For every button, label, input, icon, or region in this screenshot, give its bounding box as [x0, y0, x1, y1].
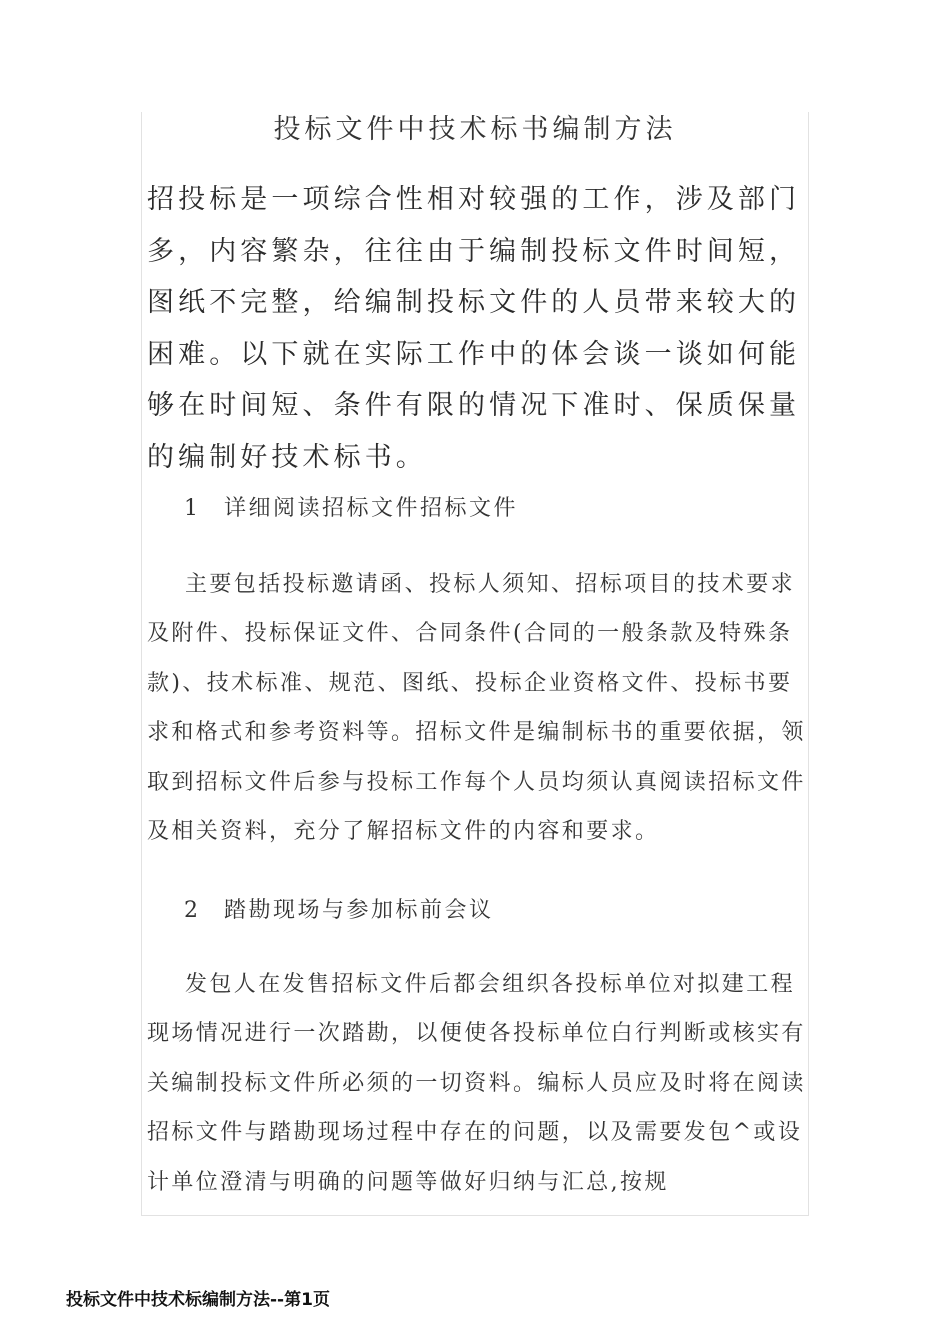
document-title: 投标文件中技术标书编制方法	[273, 114, 677, 145]
intro-paragraph: 招投标是一项综合性相对较强的工作，涉及部门多，内容繁杂，往往由于编制投标文件时间短，图纸不完整，给编制投标文件的人员带来较大的困难。以下就在实际工作中的体会谈一谈如何能够在时间短、条件有限的情况下准时、保质保量的编制好技术标书。	[147, 184, 801, 473]
section-heading-2	[184, 896, 784, 926]
section-number-1: 1	[184, 496, 201, 521]
section-body-1: 主要包括投标邀请函、投标人须知、招标项目的技术要求及附件、投标保证文件、合同条件(合同的一般条款及特殊条款)、技术标准、规范、图纸、投标企业资格文件、投标书要求和格式和参考资料等。招标文件是编制标书的重要依据，领取到招标文件后参与投标工作每个人员均须认真阅读招标文件及相关资料，充分了解招标文件的内容和要求。	[147, 572, 806, 845]
page-footer: 投标文件中技术标编制方法--第1页	[66, 1290, 330, 1310]
section-title-1: 详细阅读招标文件招标文件	[224, 496, 519, 521]
section-title-2: 踏勘现场与参加标前会议	[224, 898, 494, 923]
section-heading-1	[184, 494, 784, 524]
section-body-2: 发包人在发售招标文件后都会组织各投标单位对拟建工程现场情况进行一次踏勘，以便使各投标单位白行判断或核实有关编制投标文件所必须的一切资料。编标人员应及时将在阅读招标文件与踏勘现场过程中存在的问题，以及需要发包^或设计单位澄清与明确的问题等做好归纳与汇总,按规	[147, 972, 806, 1195]
section-number-2: 2	[184, 898, 201, 923]
